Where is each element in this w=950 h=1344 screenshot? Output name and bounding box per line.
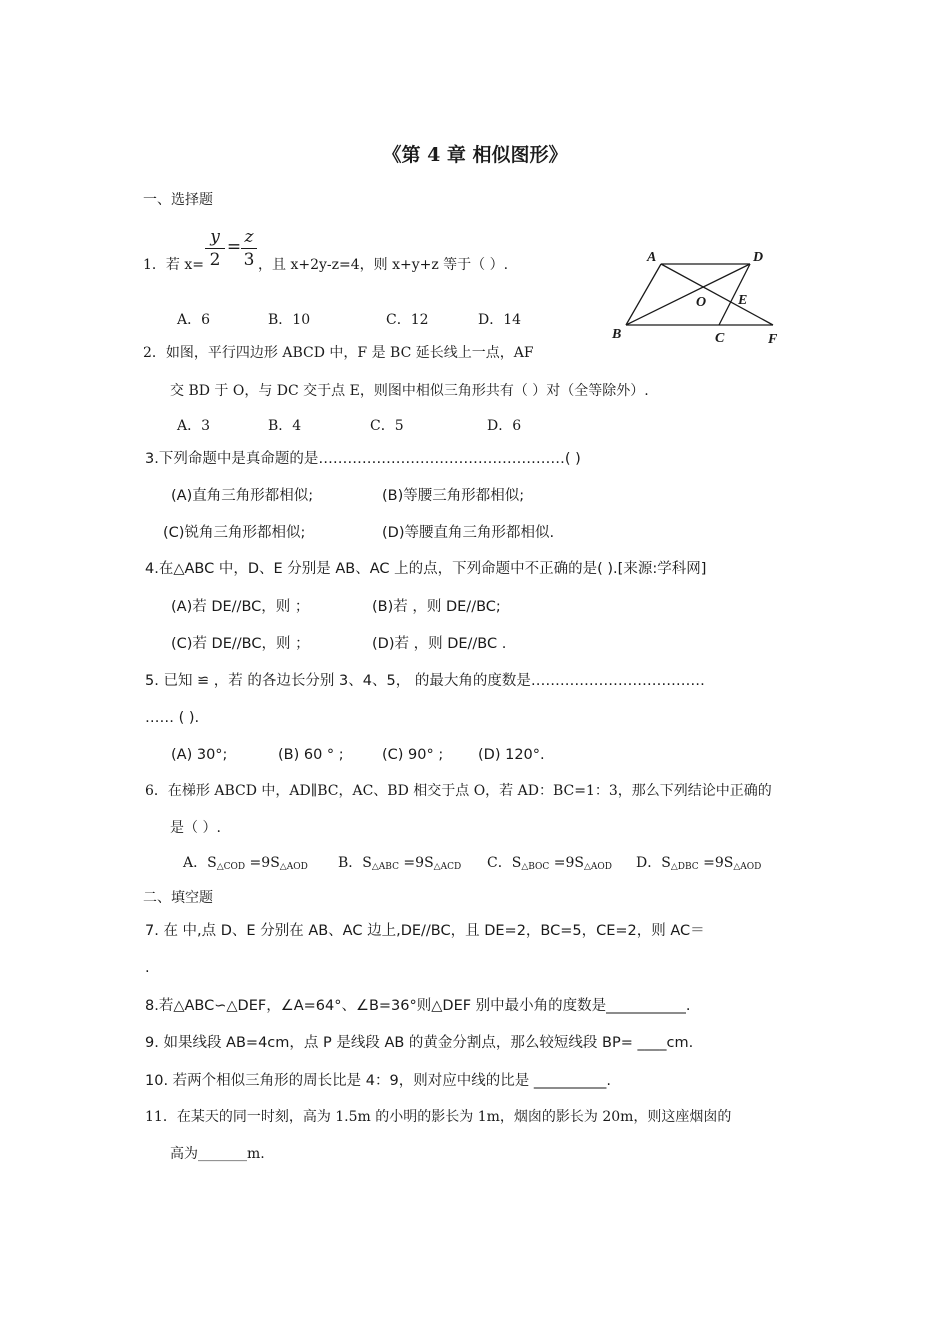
section-heading-choice: 一、选择题: [143, 192, 213, 208]
parallelogram-figure: [600, 240, 800, 350]
q5-stem-line1: 5. 已知 ≌ ，若 的各边长分别 3、4、5， 的最大角的度数是………………………………: [145, 673, 705, 689]
q3-option-b: (B)等腰三角形都相似;: [382, 488, 525, 504]
q9-stem: 9. 如果线段 AB=4cm，点 P 是线段 AB 的黄金分割点，那么较短线段 BP= ____cm.: [145, 1035, 694, 1051]
q6-option-d: D．$S_{\triangle DBC} =9S_{\triangle AOD}$: [636, 855, 762, 872]
page-title: 《第 4 章 相似图形》: [382, 144, 568, 166]
figure-label-o: O: [696, 295, 707, 310]
q2-option-d: D．6: [487, 418, 522, 434]
q4-option-a: (A)若 DE//BC，则 ；: [171, 599, 310, 615]
q5-stem-line2: …… ( ).: [145, 710, 200, 726]
q7-stem-line2: .: [145, 960, 150, 976]
q1-frac2-denominator: 3: [243, 250, 255, 270]
q1-frac2-numerator: z: [244, 227, 254, 247]
q3-option-d: (D)等腰直角三角形都相似.: [382, 525, 555, 541]
section-heading-fill-in: 二、填空题: [143, 890, 213, 906]
q1-option-a: A．6: [177, 312, 211, 328]
figure-label-c: C: [715, 331, 725, 346]
q2-option-b: B．4: [268, 418, 302, 434]
figure-segment-af: [661, 264, 773, 325]
q11-stem-line2: 高为_______m.: [170, 1146, 265, 1162]
q5-option-c: (C) 90° ;: [382, 747, 444, 763]
q10-stem: 10. 若两个相似三角形的周长比是 4：9，则对应中线的比是 __________.: [145, 1073, 611, 1089]
q1-frac1-numerator: y: [210, 227, 220, 247]
q6-option-b: B．$S_{\triangle ABC} =9S_{\triangle ACD}$: [338, 855, 462, 872]
q1-option-b: B．10: [268, 312, 311, 328]
q1-frac1-denominator: 2: [209, 250, 221, 270]
figure-label-e: E: [738, 293, 748, 308]
q5-option-a: (A) 30°;: [171, 747, 228, 763]
q2-stem-line1: 2．如图，平行四边形 ABCD 中，F 是 BC 延长线上一点，AF: [143, 345, 534, 361]
q4-stem: 4.在△ABC 中，D、E 分别是 AB、AC 上的点，下列命题中不正确的是( ).[来源:学科网]: [145, 561, 707, 577]
q3-stem: 3.下列命题中是真命题的是……………………………………………( ): [145, 451, 581, 467]
q3-option-a: (A)直角三角形都相似;: [171, 488, 314, 504]
q3-option-c: (C)锐角三角形都相似;: [163, 525, 306, 541]
figure-label-d: D: [753, 250, 764, 265]
q4-option-d: (D)若 ，则 DE//BC .: [372, 636, 507, 652]
q7-stem-line1: 7. 在 中,点 D、E 分别在 AB、AC 边上,DE//BC，且 DE=2，BC=5，CE=2，则 AC＝: [145, 923, 705, 939]
q2-stem-line2: 交 BD 于 O，与 DC 交于点 E，则图中相似三角形共有（ ）对（全等除外）.: [170, 383, 649, 399]
q1-option-c: C．12: [386, 312, 429, 328]
q4-option-b: (B)若 ，则 DE//BC;: [372, 599, 501, 615]
figure-segment-bd: [626, 264, 750, 325]
q6-stem-line1: 6．在梯形 ABCD 中，AD∥BC，AC、BD 相交于点 O，若 AD：BC=1：3，那么下列结论中正确的: [145, 783, 772, 799]
q1-option-d: D．14: [478, 312, 522, 328]
q2-option-a: A．3: [177, 418, 211, 434]
q1-frac1-bar: [205, 248, 225, 249]
q1-prefix: 1．若 x=: [143, 257, 204, 273]
q5-option-b: (B) 60 ° ;: [278, 747, 344, 763]
q2-option-c: C．5: [370, 418, 404, 434]
q5-option-d: (D) 120°.: [478, 747, 545, 763]
q1-equals: =: [226, 237, 242, 257]
q8-stem: 8.若△ABC∽△DEF，∠A=64°、∠B=36°则△DEF 别中最小角的度数是___________.: [145, 998, 691, 1014]
figure-label-a: A: [647, 250, 657, 265]
q11-stem-line1: 11．在某天的同一时刻，高为 1.5m 的小明的影长为 1m，烟囱的影长为 20m，则这座烟囱的: [145, 1109, 732, 1125]
q1-stem-suffix: ，且 x+2y-z=4，则 x+y+z 等于（ ）.: [258, 257, 509, 273]
q6-option-a: A．$S_{\triangle COD} =9S_{\triangle AOD}$: [183, 855, 308, 872]
q4-option-c: (C)若 DE//BC，则 ；: [171, 636, 310, 652]
figure-label-f: F: [768, 332, 778, 347]
figure-label-b: B: [612, 327, 622, 342]
q6-stem-line2: 是（ ）.: [170, 820, 221, 836]
q6-option-c: C．$S_{\triangle BOC} =9S_{\triangle AOD}$: [487, 855, 612, 872]
q1-frac2-bar: [241, 248, 257, 249]
